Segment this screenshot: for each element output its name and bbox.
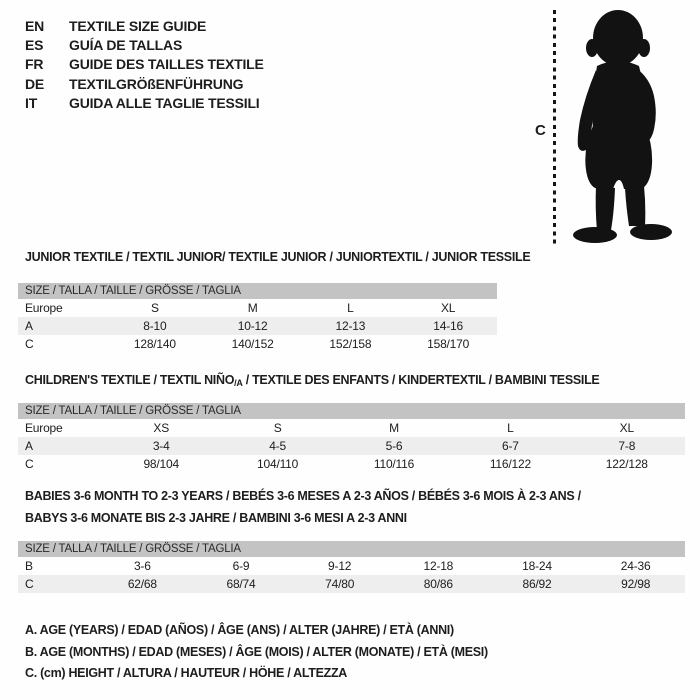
height-cell: 110/116 [373, 457, 415, 471]
toddler-silhouette-icon [563, 8, 681, 246]
table-row-europe [18, 419, 685, 437]
age-cell: 14-16 [433, 319, 463, 333]
size-cell: XL [440, 301, 456, 315]
height-cell: 152/158 [329, 337, 372, 351]
legend-line-a: A. AGE (YEARS) / EDAD (AÑOS) / ÂGE (ANS) / ALTER (JAHRE) / ETÀ (ANNI) [25, 623, 454, 637]
months-cell: 6-9 [232, 559, 250, 573]
months-cell: 12-18 [423, 559, 454, 573]
guide-title-es: GUÍA DE TALLAS [69, 37, 183, 54]
table-row-age [18, 317, 497, 335]
height-cell: 116/122 [489, 457, 531, 471]
table-row-height [18, 335, 497, 353]
guide-title-it: GUIDA ALLE TAGLIE TESSILI [69, 95, 260, 112]
legend-line-c: C. (cm) HEIGHT / ALTURA / HAUTEUR / HÖHE / ALTEZZA [25, 666, 348, 680]
children-title-pre: CHILDREN'S TEXTILE / TEXTIL NIÑO [25, 373, 235, 387]
babies-title-line2: BABYS 3-6 MONATE BIS 2-3 JAHRE / BAMBINI 3-6 MESI A 2-3 ANNI [25, 510, 407, 525]
size-cell: S [273, 421, 282, 435]
months-cell: 3-6 [133, 559, 151, 573]
babies-table-header: SIZE / TALLA / TAILLE / GRÖSSE / TAGLIA [18, 541, 685, 557]
children-size-table [18, 403, 685, 473]
age-cell: 10-12 [237, 319, 268, 333]
age-cell: 4-5 [269, 439, 286, 453]
language-row-de [25, 74, 264, 93]
size-cell: L [347, 301, 354, 315]
baby-height-figure [530, 6, 695, 248]
babies-title-line1: BABIES 3-6 MONTH TO 2-3 YEARS / BEBÉS 3-6 MESES A 2-3 AÑOS / BÉBÉS 3-6 MOIS À 2-3 ANS / [25, 489, 581, 503]
height-cell: 140/152 [231, 337, 274, 351]
row-label: B [25, 559, 33, 573]
language-row-it [25, 94, 264, 113]
language-code: DE [25, 75, 45, 92]
language-code: EN [25, 17, 45, 34]
language-title-list [25, 16, 264, 113]
size-cell: S [150, 301, 159, 315]
language-code: ES [25, 37, 44, 54]
size-cell: M [247, 301, 258, 315]
age-cell: 8-10 [143, 319, 167, 333]
language-row-fr [25, 55, 264, 74]
height-cell: 68/74 [226, 577, 256, 591]
size-cell: XS [153, 421, 169, 435]
language-row-es [25, 35, 264, 54]
age-cell: 6-7 [502, 439, 519, 453]
height-dashed-line-icon [553, 10, 556, 246]
age-cell: 12-13 [335, 319, 366, 333]
junior-table-header: SIZE / TALLA / TAILLE / GRÖSSE / TAGLIA [18, 283, 497, 299]
legend-line-b: B. AGE (MONTHS) / EDAD (MESES) / ÂGE (MOIS) / ALTER (MONATE) / ETÀ (MESI) [25, 644, 488, 659]
months-cell: 18-24 [522, 559, 552, 573]
language-row-en [25, 16, 264, 35]
row-label: C [25, 337, 34, 351]
children-table-header: SIZE / TALLA / TAILLE / GRÖSSE / TAGLIA [18, 403, 685, 419]
row-label: Europe [25, 421, 63, 435]
babies-section-title [25, 486, 581, 529]
table-row-europe [18, 299, 497, 317]
language-code: IT [25, 95, 38, 112]
height-cell: 98/104 [143, 457, 179, 471]
age-cell: 7-8 [618, 439, 636, 453]
row-label: C [25, 577, 34, 591]
height-cell: 158/170 [427, 337, 470, 351]
table-row-height [18, 575, 685, 593]
height-cell: 128/140 [133, 337, 176, 351]
row-label: C [25, 457, 34, 471]
table-row-months [18, 557, 685, 575]
guide-title-en: TEXTILE SIZE GUIDE [69, 17, 207, 34]
measurement-legend [25, 620, 488, 685]
babies-size-table [18, 541, 685, 593]
language-code: FR [25, 56, 44, 73]
guide-title-de: TEXTILGRÖßENFÜHRUNG [69, 75, 244, 92]
height-cell: 122/128 [605, 457, 648, 471]
months-cell: 24-36 [620, 559, 651, 573]
months-cell: 9-12 [328, 559, 352, 573]
height-c-label: C [535, 122, 546, 139]
children-section-title [25, 373, 599, 388]
height-cell: 62/68 [127, 577, 157, 591]
guide-title-fr: GUIDE DES TAILLES TEXTILE [69, 56, 264, 73]
children-title-post: / TEXTILE DES ENFANTS / KINDERTEXTIL / BAMBINI TESSILE [242, 373, 600, 387]
table-row-height [18, 455, 685, 473]
age-cell: 3-4 [152, 439, 170, 453]
height-cell: 104/110 [257, 457, 299, 471]
size-cell: XL [619, 421, 634, 435]
height-cell: 86/92 [522, 577, 552, 591]
row-label: A [25, 439, 33, 453]
children-title-subscript: /A [234, 378, 243, 388]
junior-section-title: JUNIOR TEXTILE / TEXTIL JUNIOR/ TEXTILE JUNIOR / JUNIORTEXTIL / JUNIOR TESSILE [25, 250, 531, 264]
height-cell: 80/86 [423, 577, 453, 591]
age-cell: 5-6 [385, 439, 403, 453]
row-label: A [25, 319, 33, 333]
size-cell: L [507, 421, 514, 435]
size-cell: M [389, 421, 399, 435]
table-row-age [18, 437, 685, 455]
height-cell: 74/80 [325, 577, 355, 591]
junior-size-table [18, 283, 497, 353]
row-label: Europe [25, 301, 63, 315]
height-cell: 92/98 [621, 577, 651, 591]
